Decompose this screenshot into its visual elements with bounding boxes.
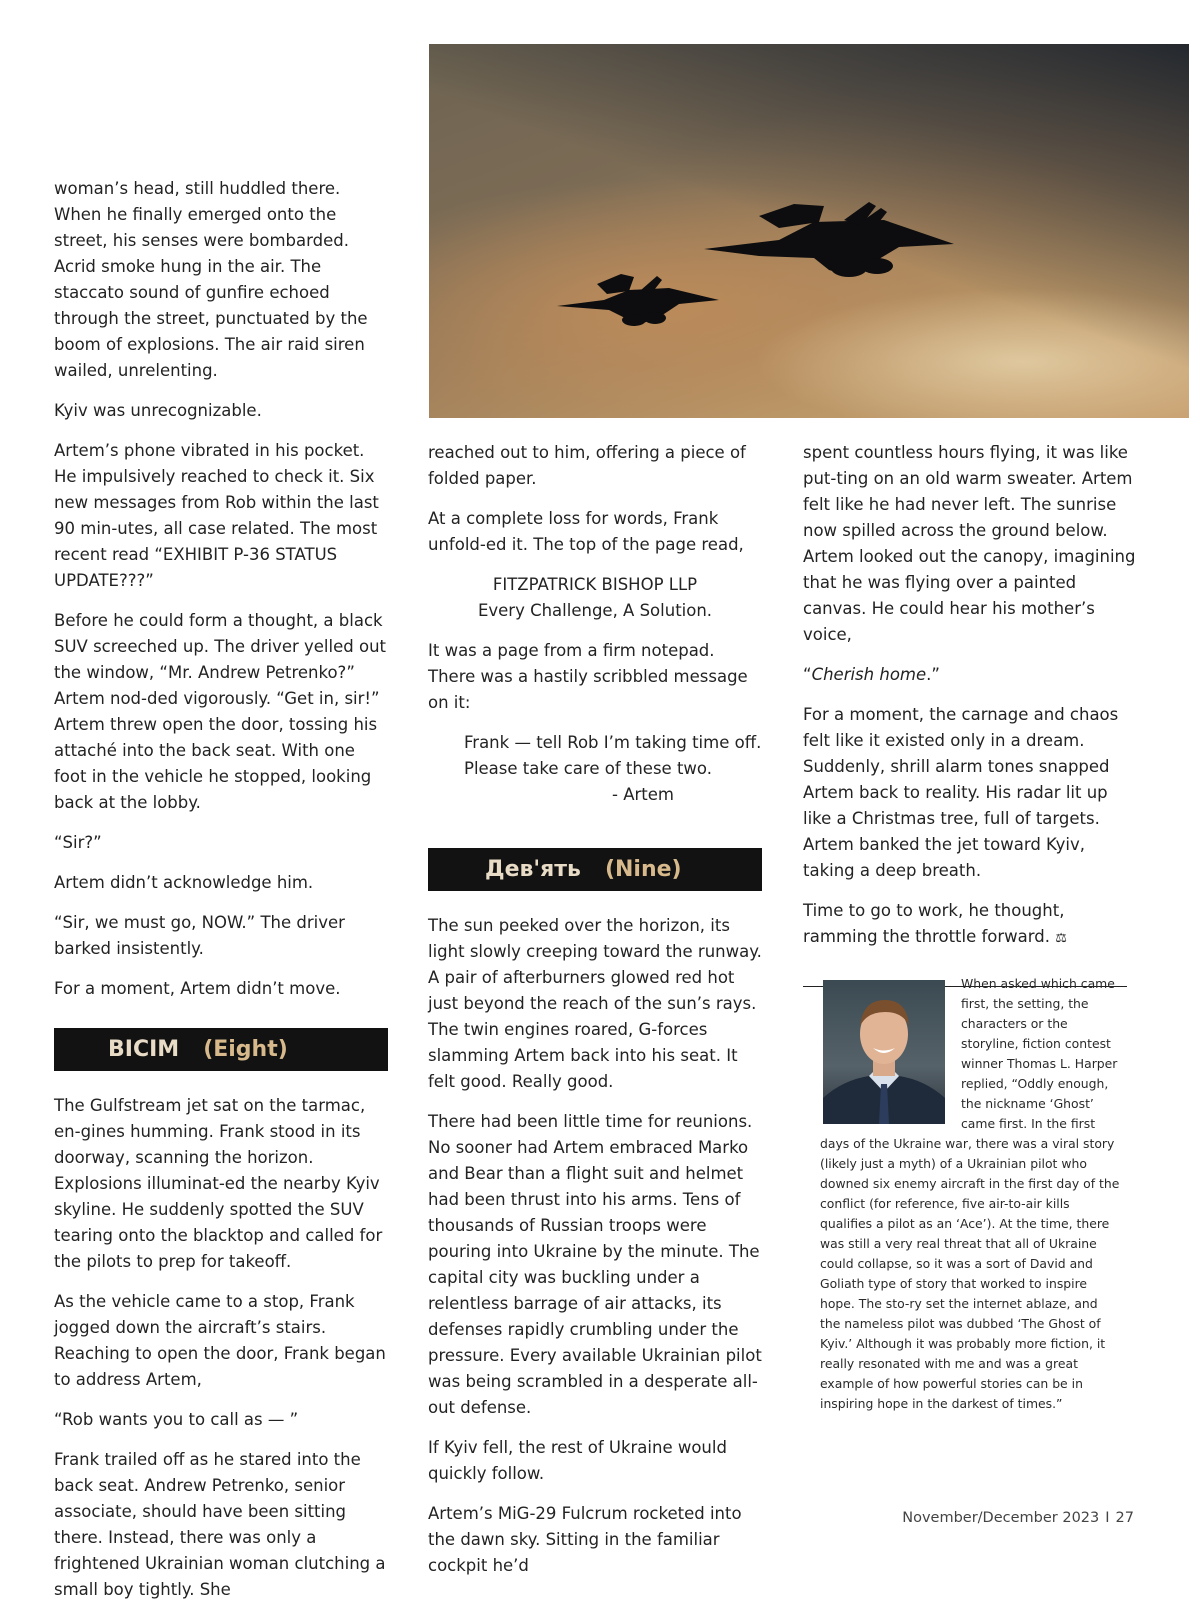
issue-date: November/December 2023 (902, 1510, 1100, 1526)
quote-paragraph (803, 662, 1137, 688)
paragraph: Artem’s MiG-29 Fulcrum rocketed into the dawn sky. Sitting in the familiar cockpit he’d (428, 1504, 742, 1575)
letterhead-tagline: Every Challenge, A Solution. (477, 601, 713, 620)
note-line: Please take care of these two. (464, 759, 712, 778)
paragraph: It was a page from a firm notepad. There was a hastily scribbled message on it: (428, 641, 748, 712)
paragraph: There had been little time for reunions. No sooner had Artem embraced Marko and Bear than a flight suit and helmet had been thrust into his arms. Tens of thousands of Russian troops were pouring into Ukraine by the minute. The capital city was buckling under a relentless barrage of air attacks, its defenses rapidly crumbling under the pressure. Every available Ukrainian pilot was being scrambled in a desperate all-out defense. (428, 1112, 762, 1417)
page-number: 27 (1115, 1510, 1134, 1526)
paragraph: spent countless hours flying, it was like put-ting on an old warm sweater. Artem felt like he had never left. The sunrise now spilled across the ground below. Artem looked out the canopy, imagining that he was flying over a painted canvas. He could hear his mother’s voice, (803, 443, 1136, 644)
section-heading-ukrainian: ВІСІМ (108, 1036, 180, 1062)
paragraph: “Sir, we must go, NOW.” The driver barked insistently. (54, 913, 345, 958)
section-heading-english: (Nine) (604, 856, 682, 882)
author-portrait (823, 980, 945, 1124)
column-1 (54, 176, 388, 1617)
paragraph: Artem didn’t acknowledge him. (54, 873, 314, 892)
paragraph: If Kyiv fell, the rest of Ukraine would quickly follow. (428, 1438, 727, 1483)
quote-open: “ (803, 665, 812, 684)
paragraph: For a moment, Artem didn’t move. (54, 979, 341, 998)
paragraph: reached out to him, offering a piece of folded paper. (428, 443, 746, 488)
paragraph: Kyiv was unrecognizable. (54, 401, 262, 420)
letterhead (428, 572, 762, 624)
paragraph: For a moment, the carnage and chaos felt like it existed only in a dream. Suddenly, shrill alarm tones snapped Artem back to reality. His radar lit up like a Christmas tree, full of targets. Artem banked the jet toward Kyiv, taking a deep breath. (803, 705, 1119, 880)
author-bio (820, 974, 1120, 1414)
paragraph: As the vehicle came to a stop, Frank jogged down the aircraft’s stairs. Reaching to open the door, Frank began to address Artem, (54, 1292, 386, 1389)
scribbled-note (464, 730, 762, 808)
jet-large (704, 202, 954, 277)
paragraph: woman’s head, still huddled there. When he finally emerged onto the street, his senses were bombarded. Acrid smoke hung in the air. The staccato sound of gunfire echoed through the street, punctuated by the boom of explosions. The air raid siren wailed, unrelenting. (54, 179, 368, 380)
jet-small (557, 274, 719, 326)
end-mark-icon: ⚖ (1055, 931, 1067, 946)
section-heading-eight (54, 1028, 388, 1071)
letterhead-firm-name: FITZPATRICK BISHOP LLP (492, 575, 698, 594)
paragraph: “Sir?” (54, 833, 102, 852)
jet-silhouettes (429, 44, 1189, 418)
note-line: Frank — tell Rob I’m taking time off. (464, 733, 762, 752)
column-2 (428, 440, 762, 1593)
paragraph: The sun peeked over the horizon, its light slowly creeping toward the runway. A pair of afterburners glowed red hot just beyond the reach of the sun’s rays. The twin engines roared, G-forces slamming Artem back into his seat. It felt good. Really good. (428, 916, 762, 1091)
footer-separator: I (1105, 1510, 1110, 1526)
hero-photo-fighter-jets (429, 44, 1189, 418)
author-headshot (823, 980, 945, 1124)
quote-italic: Cherish home (811, 665, 927, 684)
paragraph: Time to go to work, he thought, ramming the throttle forward. (803, 901, 1065, 946)
paragraph: At a complete loss for words, Frank unfold-ed it. The top of the page read, (428, 509, 744, 554)
paragraph: “Rob wants you to call as — ” (54, 1410, 299, 1429)
section-heading-ukrainian: Дев'ять (485, 856, 581, 882)
paragraph: Frank trailed off as he stared into the back seat. Andrew Petrenko, senior associate, should have been sitting there. Instead, there was only a frightened Ukrainian woman clutching a small boy tightly. She (54, 1450, 386, 1599)
paragraph: Artem’s phone vibrated in his pocket. He impulsively reached to check it. Six new messages from Rob within the last 90 min-utes, all case related. The most recent read “EXHIBIT P-36 STATUS UPDATE???” (54, 441, 379, 590)
quote-close: .” (926, 665, 940, 684)
bio-text: When asked which came first, the setting, the characters or the storyline, fiction contest winner Thomas L. Harper replied, “Oddly enough, the nickname ‘Ghost’ came first. In the first days of the Ukraine war, there was a viral story (likely just a myth) of a Ukrainian pilot who downed six enemy aircraft in the first day of the conflict (for reference, five air-to-air kills qualifies a pilot as an ‘Ace’). At the time, there was still a very real threat that all of Ukraine could collapse, so it was a sort of David and Goliath type of story that worked to inspire hope. The sto-ry set the internet ablaze, and the nameless pilot was dubbed ‘The Ghost of Kyiv.’ Although it was probably more fiction, it really resonated with me and was a great example of how powerful stories can be in inspiring hope in the darkest of times.” (820, 976, 1120, 1411)
paragraph: Before he could form a thought, a black SUV screeched up. The driver yelled out the window, “Mr. Andrew Petrenko?” Artem nod-ded vigorously. “Get in, sir!” Artem threw open the door, tossing his attaché into the back seat. With one foot in the vehicle he stopped, looking back at the lobby. (54, 611, 386, 812)
paragraph: The Gulfstream jet sat on the tarmac, en-gines humming. Frank stood in its doorway, scanning the horizon. Explosions illuminat-ed the nearby Kyiv skyline. He suddenly spotted the SUV tearing onto the blacktop and called for the pilots to prep for takeoff. (54, 1096, 383, 1271)
page-footer (902, 1510, 1134, 1526)
section-heading-nine (428, 848, 762, 891)
note-signature: - Artem (612, 785, 674, 804)
column-3 (803, 440, 1137, 1019)
final-paragraph (803, 898, 1137, 952)
section-heading-english: (Eight) (203, 1036, 288, 1062)
